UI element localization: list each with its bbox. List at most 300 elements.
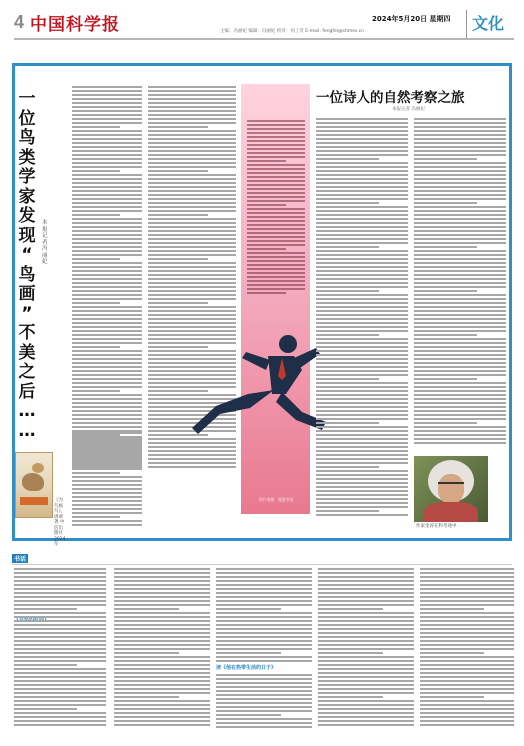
text-line — [216, 706, 312, 708]
text-line — [72, 146, 142, 148]
text-line — [72, 406, 142, 408]
text-line — [247, 140, 305, 142]
text-line — [72, 294, 142, 296]
text-line — [316, 342, 408, 344]
text-line — [318, 612, 414, 614]
text-line — [72, 254, 142, 256]
text-line — [72, 194, 142, 196]
text-line — [414, 442, 506, 444]
text-line — [414, 130, 506, 132]
text-line — [14, 688, 106, 690]
text-line — [316, 414, 408, 416]
text-line — [72, 302, 120, 304]
text-line — [72, 492, 142, 494]
text-line — [14, 716, 106, 718]
text-line — [148, 186, 236, 188]
text-line — [72, 374, 142, 376]
text-line — [420, 648, 514, 650]
text-line — [14, 588, 106, 590]
text-line — [114, 708, 210, 710]
left-article-column-1 — [72, 86, 142, 470]
text-line — [216, 628, 312, 630]
text-line — [148, 98, 236, 100]
text-line — [420, 604, 514, 606]
text-line — [247, 200, 305, 202]
text-line — [14, 596, 106, 598]
text-line — [316, 358, 408, 360]
issue-date: 2024年5月20日 星期四 — [372, 15, 451, 23]
text-line — [72, 274, 142, 276]
title-char: 一 — [18, 89, 36, 109]
text-line — [14, 724, 106, 726]
text-line — [72, 210, 142, 212]
text-line — [72, 134, 142, 136]
lower-column-4 — [318, 568, 414, 728]
text-line — [14, 704, 106, 706]
text-line — [114, 704, 210, 706]
text-line — [72, 250, 142, 252]
text-line — [420, 704, 514, 706]
text-line — [316, 318, 408, 320]
text-line — [414, 274, 506, 276]
text-line — [216, 612, 312, 614]
text-line — [318, 712, 414, 714]
text-line — [414, 374, 506, 376]
text-line — [247, 216, 305, 218]
text-line — [114, 624, 210, 626]
text-line — [72, 234, 142, 236]
text-line — [414, 378, 477, 380]
text-line — [414, 366, 506, 368]
text-line — [72, 432, 142, 434]
text-line — [420, 688, 514, 690]
text-line — [72, 402, 142, 404]
text-line — [114, 632, 210, 634]
text-line — [148, 322, 236, 324]
text-line — [72, 130, 142, 132]
text-line — [216, 694, 312, 696]
text-line — [72, 158, 142, 160]
text-line — [316, 262, 408, 264]
text-line — [414, 230, 506, 232]
text-line — [216, 678, 312, 680]
text-line — [318, 604, 414, 606]
portrait-caption: 作家金涛在科考途中 — [416, 524, 457, 529]
lower-column-3b — [216, 674, 312, 730]
text-line — [316, 322, 408, 324]
section-separator — [466, 10, 467, 38]
text-line — [318, 592, 414, 594]
title-char: “ — [21, 245, 33, 265]
text-line — [414, 154, 506, 156]
text-line — [114, 688, 210, 690]
text-line — [316, 502, 408, 504]
right-article-column-2 — [414, 118, 506, 446]
text-line — [420, 628, 514, 630]
text-line — [318, 640, 414, 642]
page-number: 4 — [14, 12, 25, 32]
text-line — [148, 454, 236, 456]
text-line — [316, 338, 408, 340]
text-line — [316, 170, 408, 172]
right-article-title: 一位诗人的自然考察之旅 — [316, 90, 465, 106]
text-line — [148, 282, 236, 284]
text-line — [316, 362, 408, 364]
title-char: 发 — [18, 206, 36, 226]
text-line — [420, 668, 514, 670]
page-footer — [4, 734, 520, 739]
text-line — [114, 720, 210, 722]
text-line — [216, 648, 312, 650]
text-line — [414, 146, 506, 148]
text-line — [72, 488, 142, 490]
text-line — [414, 414, 506, 416]
text-line — [414, 402, 506, 404]
text-line — [318, 720, 414, 722]
text-line — [114, 652, 179, 654]
text-line — [148, 318, 236, 320]
author-portrait-photo — [414, 456, 488, 522]
text-line — [318, 704, 414, 706]
text-line — [148, 466, 236, 468]
text-line — [216, 652, 281, 654]
text-line — [148, 462, 236, 464]
text-line — [114, 672, 210, 674]
text-line — [247, 180, 305, 182]
text-line — [14, 600, 106, 602]
text-line — [414, 238, 506, 240]
text-line — [420, 576, 514, 578]
text-line — [316, 330, 408, 332]
text-line — [247, 204, 286, 206]
text-line — [72, 516, 120, 518]
text-line — [247, 156, 305, 158]
text-line — [72, 422, 142, 424]
text-line — [420, 712, 514, 714]
text-line — [316, 486, 408, 488]
text-line — [414, 218, 506, 220]
text-line — [414, 306, 506, 308]
text-line — [14, 604, 106, 606]
text-line — [414, 262, 506, 264]
text-line — [148, 458, 236, 460]
text-line — [318, 692, 414, 694]
text-line — [420, 692, 514, 694]
text-line — [72, 460, 142, 462]
title-char: 类 — [18, 147, 36, 168]
title-char: … — [18, 420, 36, 441]
text-line — [318, 716, 414, 718]
text-line — [148, 210, 236, 212]
text-line — [414, 302, 506, 304]
text-line — [72, 484, 142, 486]
text-line — [414, 430, 506, 432]
text-line — [318, 652, 383, 654]
text-line — [148, 142, 236, 144]
text-line — [14, 640, 106, 642]
text-line — [414, 226, 506, 228]
text-line — [72, 496, 142, 498]
text-line — [316, 474, 408, 476]
text-line — [247, 264, 305, 266]
text-line — [114, 576, 210, 578]
text-line — [316, 314, 408, 316]
book-caption: 《为鸟画鸟》，周翠 著 中信出版社2024年 — [54, 498, 66, 547]
text-line — [216, 604, 312, 606]
title-char: 位 — [18, 108, 36, 129]
text-line — [420, 616, 514, 618]
text-line — [72, 118, 142, 120]
text-line — [72, 386, 142, 388]
text-line — [114, 580, 210, 582]
text-line — [420, 696, 484, 698]
text-line — [414, 406, 506, 408]
text-line — [316, 134, 408, 136]
text-line — [414, 266, 506, 268]
text-line — [316, 430, 408, 432]
text-line — [148, 274, 236, 276]
text-line — [72, 390, 120, 392]
masthead: 中国科学报 — [30, 15, 120, 35]
text-line — [316, 454, 408, 456]
text-line — [318, 600, 414, 602]
text-line — [414, 222, 506, 224]
text-line — [216, 624, 312, 626]
text-line — [316, 230, 408, 232]
text-line — [72, 174, 142, 176]
text-line — [148, 306, 236, 308]
text-line — [14, 652, 106, 654]
text-line — [114, 640, 210, 642]
text-line — [72, 238, 142, 240]
text-line — [247, 292, 286, 294]
text-line — [414, 142, 506, 144]
text-line — [216, 702, 312, 704]
text-line — [414, 270, 506, 272]
text-line — [114, 596, 210, 598]
text-line — [247, 152, 305, 154]
text-line — [316, 186, 408, 188]
title-char: 后 — [18, 381, 36, 402]
text-line — [216, 592, 312, 594]
text-line — [148, 326, 236, 328]
right-article-byline: 本报记者 冯丽妃 — [392, 107, 425, 112]
text-line — [72, 262, 142, 264]
text-line — [72, 242, 142, 244]
text-line — [316, 514, 408, 516]
text-line — [72, 378, 142, 380]
text-line — [114, 612, 210, 614]
text-line — [14, 692, 106, 694]
text-line — [72, 410, 142, 412]
text-line — [318, 624, 414, 626]
text-line — [72, 326, 142, 328]
text-line — [114, 588, 210, 590]
text-line — [72, 150, 142, 152]
text-line — [316, 490, 408, 492]
text-line — [72, 90, 142, 92]
text-line — [72, 230, 142, 232]
text-line — [148, 314, 236, 316]
text-line — [216, 726, 312, 728]
text-line — [72, 114, 142, 116]
text-line — [318, 724, 414, 726]
text-line — [148, 134, 236, 136]
text-line — [216, 690, 312, 692]
text-line — [318, 688, 414, 690]
text-line — [414, 370, 506, 372]
text-line — [316, 410, 408, 412]
text-line — [247, 184, 305, 186]
text-line — [316, 138, 408, 140]
text-line — [114, 592, 210, 594]
text-line — [148, 106, 236, 108]
text-line — [420, 612, 514, 614]
title-char: 现 — [18, 225, 36, 246]
text-line — [216, 710, 312, 712]
text-line — [148, 190, 236, 192]
text-line — [14, 712, 106, 714]
text-line — [316, 506, 408, 508]
text-line — [316, 370, 408, 372]
text-line — [316, 198, 408, 200]
text-line — [316, 254, 408, 256]
text-line — [14, 672, 106, 674]
text-line — [420, 588, 514, 590]
text-line — [316, 178, 408, 180]
text-line — [247, 128, 305, 130]
text-line — [148, 254, 236, 256]
text-line — [247, 240, 305, 242]
text-line — [414, 354, 506, 356]
text-line — [72, 366, 142, 368]
text-line — [216, 656, 312, 658]
text-line — [414, 318, 506, 320]
text-line — [148, 94, 236, 96]
text-line — [316, 162, 408, 164]
text-line — [14, 580, 106, 582]
text-line — [316, 210, 408, 212]
text-line — [148, 150, 236, 152]
text-line — [414, 294, 506, 296]
text-line — [14, 636, 106, 638]
text-line — [72, 110, 142, 112]
text-line — [414, 298, 506, 300]
text-line — [72, 310, 142, 312]
title-char: ” — [21, 303, 33, 324]
text-line — [72, 468, 142, 470]
text-line — [148, 130, 236, 132]
text-line — [72, 138, 142, 140]
title-char: 美 — [18, 342, 36, 363]
text-line — [414, 202, 477, 204]
text-line — [316, 418, 408, 420]
left-article-vertical-title — [14, 90, 40, 441]
text-line — [414, 346, 506, 348]
text-line — [316, 494, 408, 496]
text-line — [72, 464, 142, 466]
text-line — [148, 234, 236, 236]
text-line — [420, 596, 514, 598]
text-line — [247, 160, 286, 162]
text-line — [414, 118, 506, 120]
text-line — [14, 696, 106, 698]
text-line — [316, 398, 408, 400]
text-line — [316, 354, 408, 356]
text-line — [316, 290, 379, 292]
text-line — [72, 154, 142, 156]
text-line — [216, 660, 312, 662]
text-line — [316, 438, 408, 440]
text-line — [414, 322, 506, 324]
title-char: 之 — [18, 362, 36, 382]
text-line — [316, 434, 408, 436]
text-line — [318, 596, 414, 598]
text-line — [414, 210, 506, 212]
text-line — [148, 90, 236, 92]
text-line — [318, 708, 414, 710]
text-line — [318, 676, 414, 678]
text-line — [148, 138, 236, 140]
text-line — [148, 290, 236, 292]
text-line — [414, 386, 506, 388]
text-line — [414, 206, 506, 208]
text-line — [72, 162, 142, 164]
text-line — [414, 426, 506, 428]
text-line — [216, 588, 312, 590]
text-line — [114, 692, 210, 694]
text-line — [316, 154, 408, 156]
text-line — [318, 628, 414, 630]
text-line — [14, 632, 106, 634]
text-line — [420, 636, 514, 638]
text-line — [148, 126, 208, 128]
text-line — [316, 350, 408, 352]
text-line — [148, 258, 208, 260]
text-line — [114, 724, 210, 726]
text-line — [114, 620, 210, 622]
text-line — [247, 228, 305, 230]
text-line — [148, 154, 236, 156]
text-line — [420, 664, 514, 666]
text-line — [316, 266, 408, 268]
lower-column-3 — [216, 568, 312, 664]
text-line — [148, 310, 236, 312]
text-line — [318, 696, 383, 698]
left-article-column-3 — [72, 432, 142, 528]
text-line — [216, 686, 312, 688]
text-line — [114, 648, 210, 650]
text-line — [72, 444, 142, 446]
text-line — [72, 286, 142, 288]
text-line — [14, 656, 106, 658]
text-line — [316, 234, 408, 236]
text-line — [114, 584, 210, 586]
text-line — [420, 644, 514, 646]
text-line — [414, 310, 506, 312]
text-line — [114, 568, 210, 570]
text-line — [72, 94, 142, 96]
text-line — [114, 644, 210, 646]
text-line — [414, 362, 506, 364]
text-line — [247, 248, 286, 250]
text-line — [14, 584, 106, 586]
text-line — [318, 620, 414, 622]
text-line — [148, 102, 236, 104]
text-line — [318, 576, 414, 578]
text-line — [72, 214, 120, 216]
text-line — [414, 350, 506, 352]
